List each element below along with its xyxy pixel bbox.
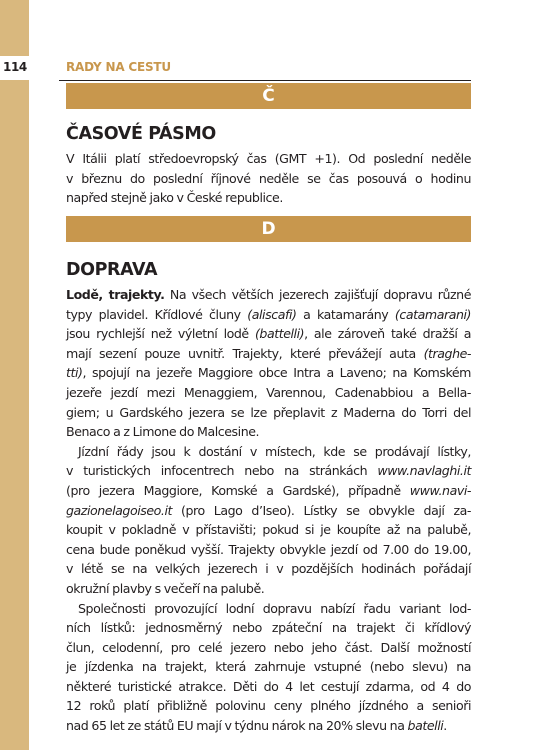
text-line: jezeře jezdí mezi Menaggiem, Varennou, Cadenabbiou a Bella- (66, 384, 471, 400)
text-line: giem; u Gardského jezera se lze přeplavit z Maderna do Torri del (66, 404, 471, 420)
text-line: mají sezení pouze uvnitř. Trajekty, které převážejí auta (traghe- (66, 345, 471, 361)
text-line: jsou rychlejší než výletní lodě (battelli), ale zároveň také dražší a (66, 326, 471, 342)
text-line: je jízdenka na trajekt, která zahrnuje vstupné (nebo slevu) na (66, 659, 471, 675)
body-text-doprava (66, 285, 471, 736)
header-rule (59, 80, 471, 81)
text-line: Lodě, trajekty. Na všech větších jezerech zajišťují dopravu různé (66, 287, 471, 302)
side-color-bar (0, 0, 29, 750)
text-line: v březnu do poslední říjnové neděle se čas posouvá o hodinu (66, 170, 471, 186)
text-line: typy plavidel. Křídlové čluny (aliscafi) a katamarány (catamarani) (66, 306, 472, 322)
section-title-doprava: DOPRAVA (66, 260, 158, 280)
text-line: nad 65 let ze států EU mají v týdnu nárok na 20% slevu na batelli. (66, 718, 447, 734)
text-line: koupit v pokladně v přístavišti; pokud si je koupíte až na palubě, (66, 522, 471, 538)
text-line: V Itálii platí středoevropský čas (GMT +1). Od poslední neděle (66, 151, 471, 166)
page-number: 114 (3, 60, 27, 74)
text-line: gazionelagoiseo.it (pro Lago d’Iseo). Lístky se obvykle dají za- (66, 502, 471, 518)
section-letter-band-c: Č (66, 83, 471, 109)
text-line: tti), spojují na jezeře Maggiore obce Intra a Laveno; na Komském (66, 365, 471, 381)
text-line: některé turistické atrakce. Děti do 4 let cestují zdarma, od 4 do (66, 678, 471, 694)
text-line: napřed stejně jako v České republice. (66, 190, 283, 206)
text-line: Benaco a z Limone do Malcesine. (66, 424, 260, 440)
text-line: člun, celodenní, pro celé jezero nebo jeho část. Další možností (66, 639, 471, 655)
run-in-heading: Lodě, trajekty. (66, 287, 165, 302)
running-head: RADY NA CESTU (66, 60, 171, 74)
text-line: okružní plavby s večeří na palubě. (66, 580, 265, 596)
text-line: Společnosti provozující lodní dopravu nabízí řadu variant lod- (78, 600, 471, 616)
section-title-casove-pasmo: ČASOVÉ PÁSMO (66, 124, 216, 144)
text-line: cena bude poněkud vyšší. Trajekty obvykle jezdí od 7.00 do 19.00, (66, 541, 471, 557)
section-letter-band-d: D (66, 216, 471, 242)
text-line: 12 roků platí přibližně polovinu ceny plného jízdného a senioři (66, 698, 471, 714)
text-line: (pro jezera Maggiore, Komské a Gardské), případně www.navi- (66, 482, 471, 498)
body-text-casove-pasmo (66, 149, 471, 208)
text-line: v létě se na velkých jezerech i v pozdějších hodinách pořádají (66, 561, 471, 577)
text-line: v turistických infocentrech nebo na stránkách www.navlaghi.it (66, 463, 471, 479)
text-line: ních lístků: jednosměrný nebo zpáteční na trajekt či křídlový (66, 620, 471, 636)
text-line: Jízdní řády jsou k dostání v místech, kde se prodávají lístky, (78, 443, 471, 459)
